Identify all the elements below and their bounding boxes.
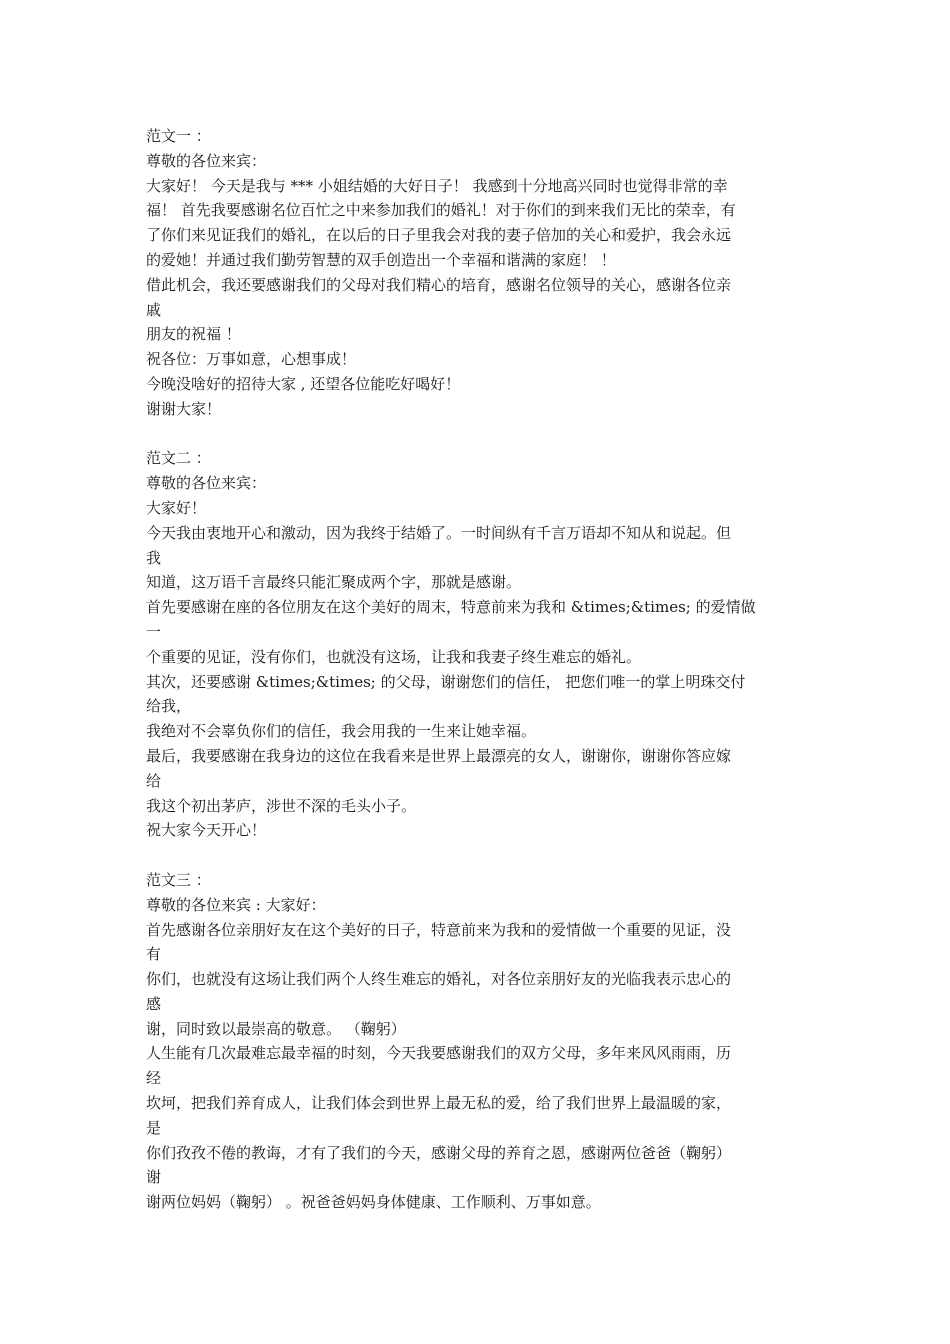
text-line: 是 [146, 1118, 162, 1137]
text-line: 你们，也就没有这场让我们两个人终生难忘的婚礼，对各位亲朋好友的光临我表示忠心的 [146, 970, 732, 989]
section-spacer [146, 422, 822, 447]
section-2-heading: 范文二 ： [146, 449, 211, 468]
text-line: 大家好！ 今天是我与 *** 小姐结婚的大好日子！ 我感到十分地高兴同时也觉得非常的幸 [146, 176, 728, 195]
text-line: 福！ 首先我要感谢名位百忙之中来参加我们的婚礼！对于你们的到来我们无比的荣幸，有 [146, 201, 736, 220]
text-line: 大家好！ [146, 498, 207, 517]
text-line: 谢，同时致以最崇高的敬意。 （鞠躬） [146, 1019, 406, 1038]
text-line: 戚 [146, 300, 162, 319]
text-line: 最后，我要感谢在我身边的这位在我看来是世界上最漂亮的女人，谢谢你，谢谢你答应嫁 [146, 746, 732, 765]
text-line: 今天我由衷地开心和激动，因为我终于结婚了。一时间纵有千言万语却不知从和说起。但 [146, 523, 732, 542]
text-line: 我这个初出茅庐，涉世不深的毛头小子。 [146, 796, 417, 815]
text-line: 经 [146, 1069, 162, 1088]
text-line: 谢两位妈妈（鞠躬） 。祝爸爸妈妈身体健康、工作顺利、万事如意。 [146, 1193, 601, 1212]
text-line: 今晚没啥好的招待大家 , 还望各位能吃好喝好！ [146, 374, 461, 393]
section-2 [146, 446, 822, 843]
text-line: 给 [146, 771, 162, 790]
section-1-salutation: 尊敬的各位来宾： [146, 151, 267, 170]
section-3 [146, 868, 822, 1215]
text-line: 朋友的祝福 ！ [146, 325, 241, 344]
text-line: 祝大家今天开心！ [146, 821, 267, 840]
document-body [146, 124, 822, 1215]
text-line: 感 [146, 994, 162, 1013]
text-line: 坎坷，把我们养育成人，让我们体会到世界上最无私的爱，给了我们世界上最温暖的家， [146, 1094, 732, 1113]
text-line: 有 [146, 945, 162, 964]
text-line: 知道，这万语千言最终只能汇聚成两个字，那就是感谢。 [146, 573, 522, 592]
section-1-heading: 范文一 ： [146, 127, 211, 145]
section-spacer [146, 843, 822, 868]
section-1 [146, 124, 822, 422]
text-line: 首先要感谢在座的各位朋友在这个美好的周末，特意前来为我和 &times;&times; 的爱情做 [146, 598, 756, 617]
text-line: 谢 [146, 1168, 162, 1187]
text-line: 的爱她！并通过我们勤劳智慧的双手创造出一个幸福和谐满的家庭！ ！ [146, 250, 616, 269]
text-line: 祝各位：万事如意，心想事成！ [146, 350, 357, 369]
text-line: 给我， [146, 697, 192, 716]
section-3-salutation: 尊敬的各位来宾 : 大家好： [146, 895, 326, 914]
text-line: 我绝对不会辜负你们的信任，我会用我的一生来让她幸福。 [146, 722, 537, 741]
text-line: 一 [146, 622, 162, 641]
section-2-salutation: 尊敬的各位来宾： [146, 474, 267, 493]
text-line: 其次，还要感谢 &times;&times; 的父母，谢谢您们的信任， 把您们唯一的掌上明珠交付 [146, 672, 746, 691]
text-line: 首先感谢各位亲朋好友在这个美好的日子，特意前来为我和的爱情做一个重要的见证，没 [146, 920, 732, 939]
text-line: 个重要的见证，没有你们，也就没有这场，让我和我妻子终生难忘的婚礼。 [146, 647, 642, 666]
text-line: 了你们来见证我们的婚礼，在以后的日子里我会对我的妻子倍加的关心和爱护，我会永远 [146, 226, 732, 245]
text-line: 我 [146, 548, 162, 567]
section-3-heading: 范文三 ： [146, 870, 211, 889]
text-line: 人生能有几次最难忘最幸福的时刻，今天我要感谢我们的双方父母，多年来风风雨雨，历 [146, 1044, 732, 1063]
text-line: 你们孜孜不倦的教诲，才有了我们的今天，感谢父母的养育之恩，感谢两位爸爸（鞠躬） [146, 1143, 732, 1162]
text-line: 谢谢大家！ [146, 399, 222, 418]
text-line: 借此机会，我还要感谢我们的父母对我们精心的培育，感谢名位领导的关心，感谢各位亲 [146, 275, 732, 294]
